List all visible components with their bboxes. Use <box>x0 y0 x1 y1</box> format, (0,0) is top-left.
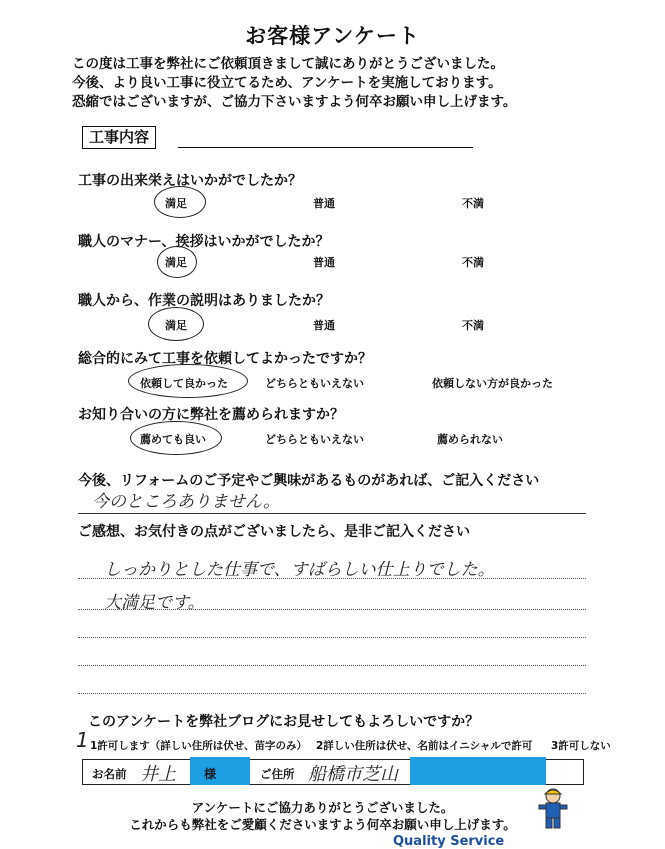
mascot-worker-icon <box>536 786 570 830</box>
q1-option-2[interactable]: 普通 <box>313 197 335 210</box>
footer-line-2: これからも弊社をご愛顧くださいますよう何卒お願い申し上げます。 <box>129 817 516 832</box>
q1-option-3[interactable]: 不満 <box>462 197 484 210</box>
comment-rule-2 <box>78 609 586 610</box>
q4-option-3[interactable]: 依頼しない方が良かった <box>432 377 553 390</box>
page-title: お客様アンケート <box>245 24 420 48</box>
blog-prompt: このアンケートを弊社ブログにお見せしてもよろしいですか？ <box>88 714 480 730</box>
question-5: お知り合いの方に弊社を薦められますか？ <box>78 407 344 423</box>
q3-option-3[interactable]: 不満 <box>462 319 484 332</box>
name-suffix: 様 <box>204 767 217 781</box>
name-value[interactable]: 井上 <box>140 764 176 785</box>
intro-line-2: 今後、より良い工事に役立てるため、アンケートを実施しております。 <box>72 75 502 91</box>
q5-option-2[interactable]: どちらともいえない <box>265 433 364 446</box>
comment-line-1[interactable]: しっかりとした仕事で、すばらしい仕上りでした。 <box>104 560 495 580</box>
question-1: 工事の出来栄えはいかがでしたか？ <box>78 173 302 189</box>
section-label: 工事内容 <box>82 126 156 149</box>
comment-rule-5 <box>78 693 586 694</box>
q4-option-1[interactable]: 依頼して良かった <box>140 377 228 390</box>
question-2: 職人のマナー、挨拶はいかがでしたか？ <box>78 234 330 250</box>
name-label: お名前 <box>92 767 127 781</box>
blog-option-3[interactable]: 3許可しない <box>551 740 611 752</box>
comment-rule-1 <box>78 578 586 579</box>
question-4: 総合的にみて工事を依頼してよかったですか？ <box>78 351 372 367</box>
blog-mark: 1 <box>76 728 89 752</box>
q3-option-1[interactable]: 満足 <box>165 319 187 332</box>
q2-option-3[interactable]: 不満 <box>462 256 484 269</box>
q1-option-1[interactable]: 満足 <box>165 197 187 210</box>
comment-rule-3 <box>78 637 586 638</box>
name-redaction <box>190 757 250 785</box>
future-line <box>78 513 586 514</box>
comment-prompt: ご感想、お気付きの点がございましたら、是非ご記入ください <box>78 524 470 540</box>
future-answer[interactable]: 今のところありません。 <box>92 492 281 512</box>
blog-option-1[interactable]: 1許可します（詳しい住所は伏せ、苗字のみ） <box>90 740 307 752</box>
comment-rule-4 <box>78 665 586 666</box>
future-prompt: 今後、リフォームのご予定やご興味があるものがあれば、ご記入ください <box>78 473 540 489</box>
question-3: 職人から、作業の説明はありましたか？ <box>78 293 330 309</box>
intro-line-3: 恐縮ではございますが、ご協力下さいますよう何卒お願い申し上げます。 <box>72 94 517 110</box>
q2-option-1[interactable]: 満足 <box>165 256 187 269</box>
address-label: ご住所 <box>260 767 295 781</box>
q3-option-2[interactable]: 普通 <box>313 319 335 332</box>
address-value[interactable]: 船橋市芝山 <box>308 764 398 785</box>
address-redaction <box>410 757 546 785</box>
footer-line-1: アンケートにご協力ありがとうございました。 <box>191 800 454 815</box>
q5-option-1[interactable]: 薦めても良い <box>140 433 206 446</box>
q5-option-3[interactable]: 薦められない <box>437 433 503 446</box>
blog-option-2[interactable]: 2詳しい住所は伏せ、名前はイニシャルで許可 <box>316 740 533 752</box>
q4-option-2[interactable]: どちらともいえない <box>265 377 364 390</box>
q2-option-2[interactable]: 普通 <box>313 256 335 269</box>
section-underline <box>178 147 473 148</box>
intro-line-1: この度は工事を弊社にご依頼頂きまして誠にありがとうございました。 <box>72 56 504 72</box>
comment-line-2[interactable]: 大満足です。 <box>104 593 205 613</box>
brand-logo-text: Quality Service <box>393 834 505 849</box>
